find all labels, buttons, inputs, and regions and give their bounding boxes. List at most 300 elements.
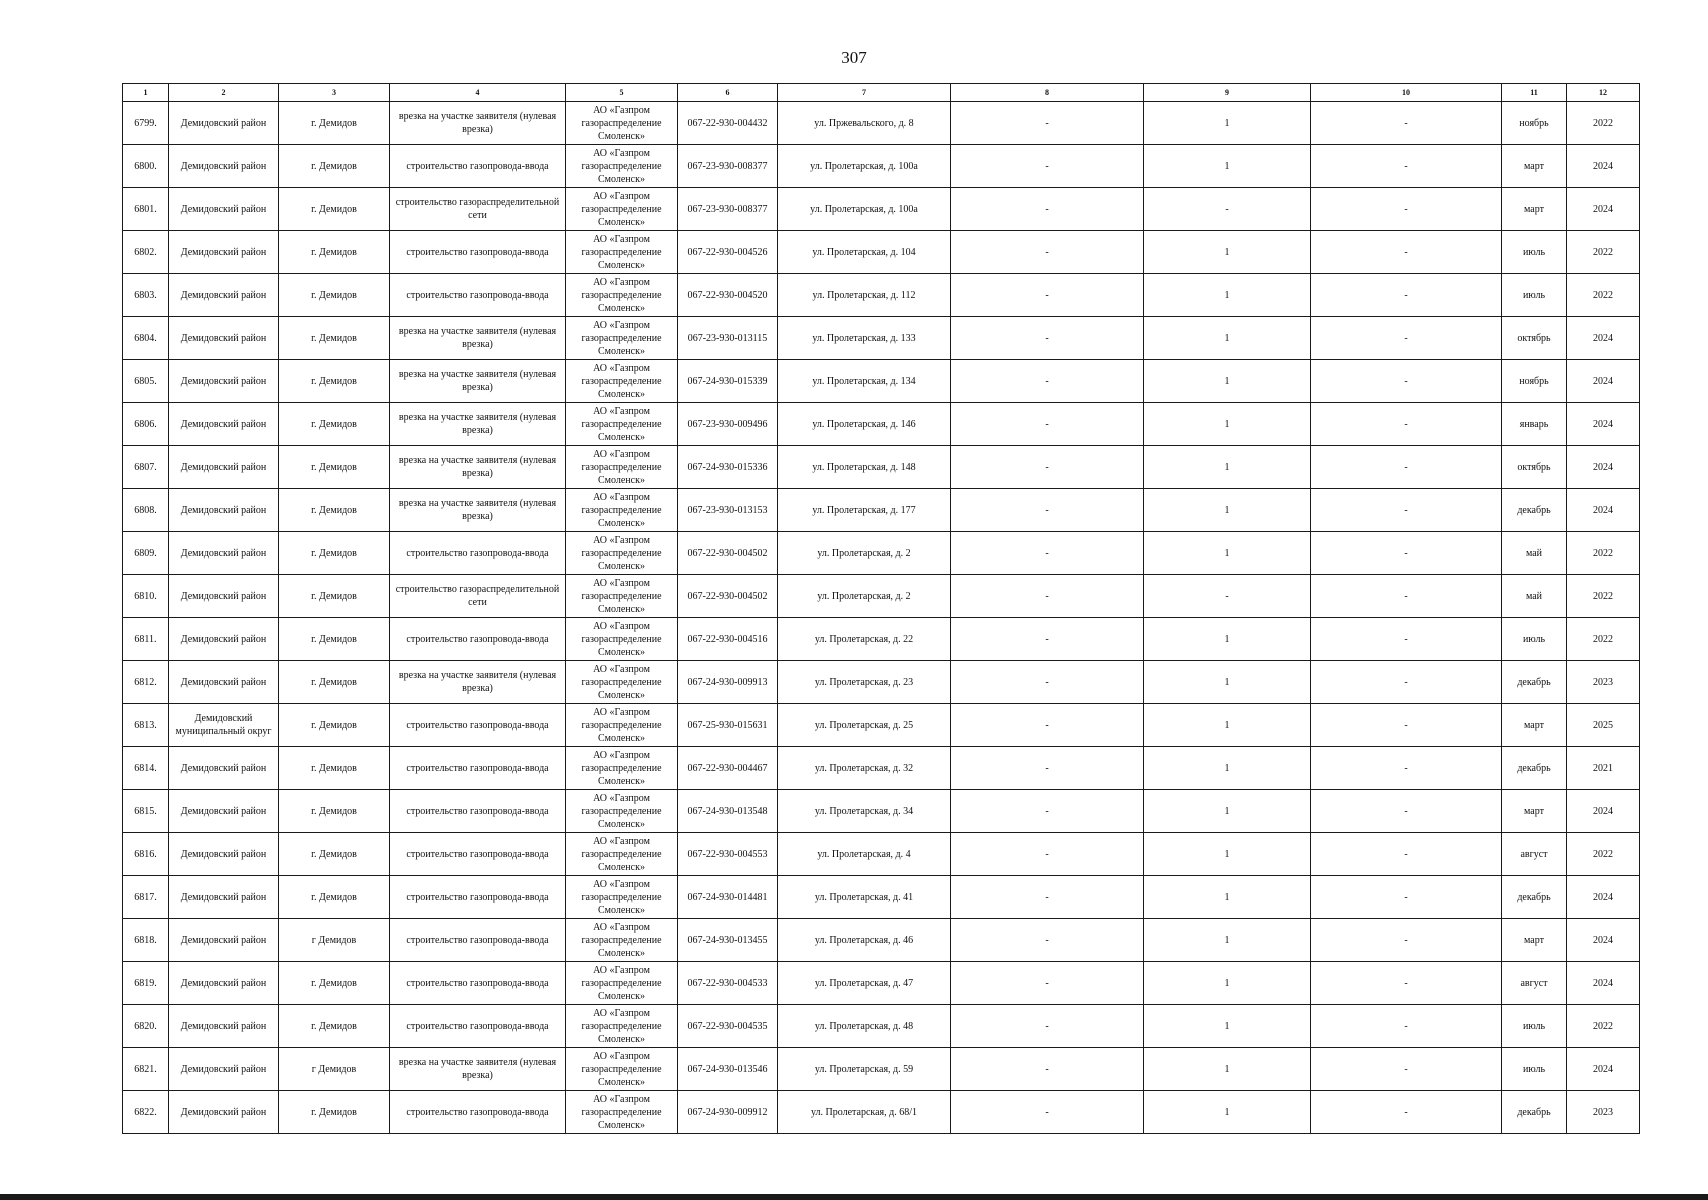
work-type-cell: строительство газопровода-ввода [390, 704, 566, 747]
col9-cell: 1 [1144, 1091, 1311, 1134]
application-code-cell: 067-24-930-009913 [678, 661, 778, 704]
column-header: 2 [169, 84, 279, 102]
application-code-cell: 067-23-930-008377 [678, 145, 778, 188]
year-cell: 2024 [1567, 876, 1640, 919]
col10-cell: - [1311, 1005, 1502, 1048]
col9-cell: - [1144, 188, 1311, 231]
address-cell: ул. Пролетарская, д. 41 [778, 876, 951, 919]
table-row [123, 489, 1640, 532]
address-cell: ул. Пржевальского, д. 8 [778, 102, 951, 145]
application-code-cell: 067-23-930-013115 [678, 317, 778, 360]
year-cell: 2023 [1567, 1091, 1640, 1134]
table-row [123, 704, 1640, 747]
table-row [123, 1091, 1640, 1134]
col8-cell: - [951, 403, 1144, 446]
year-cell: 2022 [1567, 575, 1640, 618]
work-type-cell: врезка на участке заявителя (нулевая врезка) [390, 489, 566, 532]
address-cell: ул. Пролетарская, д. 100а [778, 145, 951, 188]
address-cell: ул. Пролетарская, д. 22 [778, 618, 951, 661]
table-row [123, 661, 1640, 704]
col9-cell: 1 [1144, 231, 1311, 274]
district-cell: Демидовский район [169, 962, 279, 1005]
table-row [123, 102, 1640, 145]
col9-cell: 1 [1144, 403, 1311, 446]
col9-cell: 1 [1144, 704, 1311, 747]
month-cell: октябрь [1502, 317, 1567, 360]
application-code-cell: 067-23-930-009496 [678, 403, 778, 446]
table-row [123, 188, 1640, 231]
col10-cell: - [1311, 919, 1502, 962]
work-type-cell: строительство газопровода-ввода [390, 962, 566, 1005]
address-cell: ул. Пролетарская, д. 2 [778, 575, 951, 618]
address-cell: ул. Пролетарская, д. 146 [778, 403, 951, 446]
city-cell: г. Демидов [279, 274, 390, 317]
district-cell: Демидовский район [169, 833, 279, 876]
month-cell: март [1502, 145, 1567, 188]
organization-cell: АО «Газпром газораспределение Смоленск» [566, 962, 678, 1005]
col8-cell: - [951, 747, 1144, 790]
col10-cell: - [1311, 747, 1502, 790]
col8-cell: - [951, 1048, 1144, 1091]
col10-cell: - [1311, 1091, 1502, 1134]
application-code-cell: 067-25-930-015631 [678, 704, 778, 747]
month-cell: июль [1502, 231, 1567, 274]
col8-cell: - [951, 962, 1144, 1005]
col8-cell: - [951, 833, 1144, 876]
row-number: 6808. [123, 489, 169, 532]
month-cell: январь [1502, 403, 1567, 446]
col10-cell: - [1311, 403, 1502, 446]
month-cell: март [1502, 188, 1567, 231]
application-code-cell: 067-22-930-004502 [678, 575, 778, 618]
month-cell: май [1502, 532, 1567, 575]
organization-cell: АО «Газпром газораспределение Смоленск» [566, 317, 678, 360]
organization-cell: АО «Газпром газораспределение Смоленск» [566, 360, 678, 403]
row-number: 6799. [123, 102, 169, 145]
col10-cell: - [1311, 1048, 1502, 1091]
work-type-cell: строительство газопровода-ввода [390, 532, 566, 575]
col10-cell: - [1311, 274, 1502, 317]
col10-cell: - [1311, 360, 1502, 403]
month-cell: июль [1502, 1048, 1567, 1091]
organization-cell: АО «Газпром газораспределение Смоленск» [566, 1091, 678, 1134]
col8-cell: - [951, 446, 1144, 489]
col10-cell: - [1311, 446, 1502, 489]
year-cell: 2023 [1567, 661, 1640, 704]
col8-cell: - [951, 532, 1144, 575]
application-code-cell: 067-23-930-008377 [678, 188, 778, 231]
organization-cell: АО «Газпром газораспределение Смоленск» [566, 403, 678, 446]
year-cell: 2024 [1567, 1048, 1640, 1091]
table-row [123, 403, 1640, 446]
row-number: 6811. [123, 618, 169, 661]
district-cell: Демидовский район [169, 489, 279, 532]
application-code-cell: 067-24-930-013455 [678, 919, 778, 962]
organization-cell: АО «Газпром газораспределение Смоленск» [566, 102, 678, 145]
col9-cell: 1 [1144, 962, 1311, 1005]
organization-cell: АО «Газпром газораспределение Смоленск» [566, 704, 678, 747]
col9-cell: 1 [1144, 618, 1311, 661]
col10-cell: - [1311, 962, 1502, 1005]
city-cell: г. Демидов [279, 102, 390, 145]
work-type-cell: врезка на участке заявителя (нулевая врезка) [390, 661, 566, 704]
table-row [123, 962, 1640, 1005]
city-cell: г. Демидов [279, 704, 390, 747]
district-cell: Демидовский район [169, 274, 279, 317]
col10-cell: - [1311, 231, 1502, 274]
organization-cell: АО «Газпром газораспределение Смоленск» [566, 1048, 678, 1091]
work-type-cell: врезка на участке заявителя (нулевая врезка) [390, 317, 566, 360]
col8-cell: - [951, 1005, 1144, 1048]
col9-cell: 1 [1144, 274, 1311, 317]
col9-cell: 1 [1144, 747, 1311, 790]
col9-cell: 1 [1144, 317, 1311, 360]
year-cell: 2024 [1567, 919, 1640, 962]
row-number: 6815. [123, 790, 169, 833]
month-cell: декабрь [1502, 747, 1567, 790]
organization-cell: АО «Газпром газораспределение Смоленск» [566, 532, 678, 575]
city-cell: г. Демидов [279, 575, 390, 618]
col10-cell: - [1311, 575, 1502, 618]
year-cell: 2024 [1567, 317, 1640, 360]
district-cell: Демидовский район [169, 403, 279, 446]
month-cell: август [1502, 833, 1567, 876]
district-cell: Демидовский район [169, 360, 279, 403]
address-cell: ул. Пролетарская, д. 148 [778, 446, 951, 489]
work-type-cell: строительство газопровода-ввода [390, 919, 566, 962]
table-row [123, 360, 1640, 403]
col8-cell: - [951, 274, 1144, 317]
col8-cell: - [951, 489, 1144, 532]
work-type-cell: строительство газопровода-ввода [390, 231, 566, 274]
address-cell: ул. Пролетарская, д. 133 [778, 317, 951, 360]
col8-cell: - [951, 919, 1144, 962]
work-type-cell: строительство газопровода-ввода [390, 274, 566, 317]
organization-cell: АО «Газпром газораспределение Смоленск» [566, 274, 678, 317]
table-row [123, 575, 1640, 618]
col9-cell: 1 [1144, 360, 1311, 403]
col9-cell: 1 [1144, 833, 1311, 876]
address-cell: ул. Пролетарская, д. 59 [778, 1048, 951, 1091]
col10-cell: - [1311, 661, 1502, 704]
month-cell: ноябрь [1502, 360, 1567, 403]
col10-cell: - [1311, 532, 1502, 575]
column-header: 4 [390, 84, 566, 102]
row-number: 6822. [123, 1091, 169, 1134]
year-cell: 2022 [1567, 618, 1640, 661]
month-cell: июль [1502, 1005, 1567, 1048]
col9-cell: 1 [1144, 446, 1311, 489]
city-cell: г. Демидов [279, 403, 390, 446]
city-cell: г. Демидов [279, 962, 390, 1005]
application-code-cell: 067-22-930-004467 [678, 747, 778, 790]
district-cell: Демидовский район [169, 231, 279, 274]
month-cell: декабрь [1502, 1091, 1567, 1134]
row-number: 6801. [123, 188, 169, 231]
organization-cell: АО «Газпром газораспределение Смоленск» [566, 747, 678, 790]
application-code-cell: 067-24-930-013546 [678, 1048, 778, 1091]
organization-cell: АО «Газпром газораспределение Смоленск» [566, 618, 678, 661]
col9-cell: 1 [1144, 790, 1311, 833]
city-cell: г. Демидов [279, 1005, 390, 1048]
table-row [123, 446, 1640, 489]
application-code-cell: 067-24-930-009912 [678, 1091, 778, 1134]
district-cell: Демидовский район [169, 188, 279, 231]
application-code-cell: 067-22-930-004535 [678, 1005, 778, 1048]
col8-cell: - [951, 661, 1144, 704]
year-cell: 2022 [1567, 1005, 1640, 1048]
row-number: 6813. [123, 704, 169, 747]
col8-cell: - [951, 145, 1144, 188]
col8-cell: - [951, 360, 1144, 403]
table-header [123, 84, 1640, 102]
city-cell: г. Демидов [279, 1091, 390, 1134]
col9-cell: 1 [1144, 1005, 1311, 1048]
work-type-cell: врезка на участке заявителя (нулевая врезка) [390, 102, 566, 145]
address-cell: ул. Пролетарская, д. 134 [778, 360, 951, 403]
table-row [123, 317, 1640, 360]
city-cell: г. Демидов [279, 188, 390, 231]
year-cell: 2024 [1567, 360, 1640, 403]
address-cell: ул. Пролетарская, д. 68/1 [778, 1091, 951, 1134]
month-cell: май [1502, 575, 1567, 618]
district-cell: Демидовский район [169, 618, 279, 661]
year-cell: 2021 [1567, 747, 1640, 790]
district-cell: Демидовский район [169, 102, 279, 145]
address-cell: ул. Пролетарская, д. 32 [778, 747, 951, 790]
row-number: 6818. [123, 919, 169, 962]
row-number: 6800. [123, 145, 169, 188]
city-cell: г. Демидов [279, 532, 390, 575]
district-cell: Демидовский район [169, 790, 279, 833]
city-cell: г. Демидов [279, 661, 390, 704]
col8-cell: - [951, 575, 1144, 618]
organization-cell: АО «Газпром газораспределение Смоленск» [566, 231, 678, 274]
table-row [123, 747, 1640, 790]
district-cell: Демидовский район [169, 446, 279, 489]
application-code-cell: 067-22-930-004502 [678, 532, 778, 575]
col9-cell: 1 [1144, 1048, 1311, 1091]
col10-cell: - [1311, 489, 1502, 532]
col10-cell: - [1311, 102, 1502, 145]
table-row [123, 1005, 1640, 1048]
month-cell: июль [1502, 274, 1567, 317]
row-number: 6807. [123, 446, 169, 489]
year-cell: 2024 [1567, 446, 1640, 489]
organization-cell: АО «Газпром газораспределение Смоленск» [566, 489, 678, 532]
address-cell: ул. Пролетарская, д. 47 [778, 962, 951, 1005]
month-cell: декабрь [1502, 661, 1567, 704]
application-code-cell: 067-22-930-004432 [678, 102, 778, 145]
col9-cell: - [1144, 575, 1311, 618]
scan-edge-divider [0, 1194, 1708, 1200]
work-type-cell: строительство газопровода-ввода [390, 1091, 566, 1134]
address-cell: ул. Пролетарская, д. 46 [778, 919, 951, 962]
address-cell: ул. Пролетарская, д. 112 [778, 274, 951, 317]
organization-cell: АО «Газпром газораспределение Смоленск» [566, 1005, 678, 1048]
application-code-cell: 067-22-930-004520 [678, 274, 778, 317]
work-type-cell: строительство газопровода-ввода [390, 618, 566, 661]
application-code-cell: 067-23-930-013153 [678, 489, 778, 532]
year-cell: 2022 [1567, 833, 1640, 876]
city-cell: г. Демидов [279, 876, 390, 919]
month-cell: декабрь [1502, 489, 1567, 532]
address-cell: ул. Пролетарская, д. 34 [778, 790, 951, 833]
address-cell: ул. Пролетарская, д. 100а [778, 188, 951, 231]
district-cell: Демидовский район [169, 876, 279, 919]
district-cell: Демидовский район [169, 1005, 279, 1048]
application-code-cell: 067-22-930-004516 [678, 618, 778, 661]
table-row [123, 274, 1640, 317]
city-cell: г Демидов [279, 1048, 390, 1091]
district-cell: Демидовский район [169, 661, 279, 704]
work-type-cell: врезка на участке заявителя (нулевая врезка) [390, 403, 566, 446]
work-type-cell: строительство газопровода-ввода [390, 747, 566, 790]
city-cell: г. Демидов [279, 231, 390, 274]
col8-cell: - [951, 704, 1144, 747]
city-cell: г. Демидов [279, 446, 390, 489]
year-cell: 2022 [1567, 274, 1640, 317]
col10-cell: - [1311, 876, 1502, 919]
row-number: 6804. [123, 317, 169, 360]
application-code-cell: 067-24-930-015336 [678, 446, 778, 489]
work-type-cell: врезка на участке заявителя (нулевая врезка) [390, 360, 566, 403]
column-header: 11 [1502, 84, 1567, 102]
table-row [123, 833, 1640, 876]
table-row [123, 231, 1640, 274]
table-row [123, 1048, 1640, 1091]
table-row [123, 145, 1640, 188]
year-cell: 2024 [1567, 489, 1640, 532]
column-header: 6 [678, 84, 778, 102]
col8-cell: - [951, 790, 1144, 833]
city-cell: г. Демидов [279, 747, 390, 790]
row-number: 6816. [123, 833, 169, 876]
column-header: 12 [1567, 84, 1640, 102]
district-cell: Демидовский район [169, 145, 279, 188]
application-code-cell: 067-22-930-004553 [678, 833, 778, 876]
col8-cell: - [951, 102, 1144, 145]
year-cell: 2024 [1567, 403, 1640, 446]
organization-cell: АО «Газпром газораспределение Смоленск» [566, 575, 678, 618]
organization-cell: АО «Газпром газораспределение Смоленск» [566, 833, 678, 876]
row-number: 6806. [123, 403, 169, 446]
city-cell: г. Демидов [279, 489, 390, 532]
work-type-cell: врезка на участке заявителя (нулевая врезка) [390, 1048, 566, 1091]
page-number: 307 [841, 48, 867, 67]
col8-cell: - [951, 618, 1144, 661]
application-code-cell: 067-22-930-004533 [678, 962, 778, 1005]
month-cell: декабрь [1502, 876, 1567, 919]
col10-cell: - [1311, 145, 1502, 188]
address-cell: ул. Пролетарская, д. 4 [778, 833, 951, 876]
work-type-cell: строительство газопровода-ввода [390, 833, 566, 876]
organization-cell: АО «Газпром газораспределение Смоленск» [566, 446, 678, 489]
table-row [123, 532, 1640, 575]
col10-cell: - [1311, 188, 1502, 231]
work-type-cell: строительство газопровода-ввода [390, 876, 566, 919]
district-cell: Демидовский район [169, 317, 279, 360]
month-cell: ноябрь [1502, 102, 1567, 145]
register-table [122, 83, 1640, 1134]
row-number: 6817. [123, 876, 169, 919]
application-code-cell: 067-24-930-013548 [678, 790, 778, 833]
district-cell: Демидовский район [169, 1048, 279, 1091]
table-row [123, 876, 1640, 919]
column-header: 8 [951, 84, 1144, 102]
col8-cell: - [951, 1091, 1144, 1134]
table-row [123, 790, 1640, 833]
year-cell: 2024 [1567, 962, 1640, 1005]
column-header: 7 [778, 84, 951, 102]
col10-cell: - [1311, 833, 1502, 876]
address-cell: ул. Пролетарская, д. 2 [778, 532, 951, 575]
organization-cell: АО «Газпром газораспределение Смоленск» [566, 876, 678, 919]
month-cell: июль [1502, 618, 1567, 661]
month-cell: март [1502, 790, 1567, 833]
row-number: 6819. [123, 962, 169, 1005]
month-cell: март [1502, 704, 1567, 747]
work-type-cell: врезка на участке заявителя (нулевая врезка) [390, 446, 566, 489]
col10-cell: - [1311, 704, 1502, 747]
col8-cell: - [951, 317, 1144, 360]
column-number-row [123, 84, 1640, 102]
col10-cell: - [1311, 618, 1502, 661]
year-cell: 2022 [1567, 231, 1640, 274]
district-cell: Демидовский район [169, 747, 279, 790]
col8-cell: - [951, 188, 1144, 231]
col9-cell: 1 [1144, 102, 1311, 145]
district-cell: Демидовский район [169, 919, 279, 962]
application-code-cell: 067-24-930-014481 [678, 876, 778, 919]
work-type-cell: строительство газопровода-ввода [390, 790, 566, 833]
district-cell: Демидовский район [169, 575, 279, 618]
address-cell: ул. Пролетарская, д. 23 [778, 661, 951, 704]
row-number: 6812. [123, 661, 169, 704]
table-row [123, 618, 1640, 661]
city-cell: г. Демидов [279, 790, 390, 833]
application-code-cell: 067-24-930-015339 [678, 360, 778, 403]
application-code-cell: 067-22-930-004526 [678, 231, 778, 274]
table-body [123, 102, 1640, 1134]
district-cell: Демидовский район [169, 1091, 279, 1134]
work-type-cell: строительство газопровода-ввода [390, 1005, 566, 1048]
col9-cell: 1 [1144, 145, 1311, 188]
organization-cell: АО «Газпром газораспределение Смоленск» [566, 919, 678, 962]
district-cell: Демидовский район [169, 532, 279, 575]
year-cell: 2022 [1567, 532, 1640, 575]
row-number: 6803. [123, 274, 169, 317]
address-cell: ул. Пролетарская, д. 104 [778, 231, 951, 274]
city-cell: г. Демидов [279, 833, 390, 876]
month-cell: октябрь [1502, 446, 1567, 489]
col8-cell: - [951, 876, 1144, 919]
col9-cell: 1 [1144, 876, 1311, 919]
city-cell: г Демидов [279, 919, 390, 962]
organization-cell: АО «Газпром газораспределение Смоленск» [566, 145, 678, 188]
row-number: 6805. [123, 360, 169, 403]
row-number: 6820. [123, 1005, 169, 1048]
city-cell: г. Демидов [279, 317, 390, 360]
column-header: 3 [279, 84, 390, 102]
month-cell: август [1502, 962, 1567, 1005]
organization-cell: АО «Газпром газораспределение Смоленск» [566, 188, 678, 231]
city-cell: г. Демидов [279, 360, 390, 403]
work-type-cell: строительство газопровода-ввода [390, 145, 566, 188]
work-type-cell: строительство газораспределительной сети [390, 188, 566, 231]
address-cell: ул. Пролетарская, д. 25 [778, 704, 951, 747]
row-number: 6802. [123, 231, 169, 274]
